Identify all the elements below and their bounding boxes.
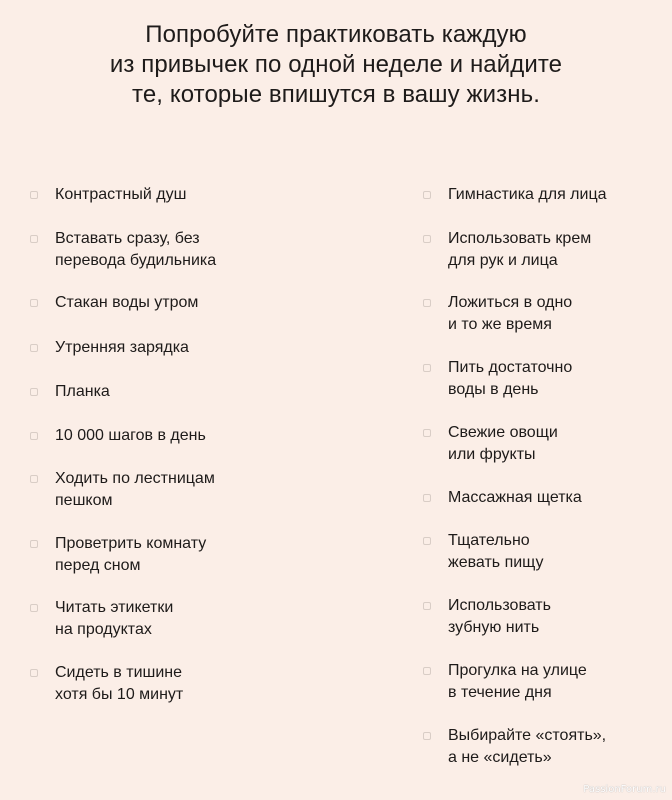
title-line: Попробуйте практиковать каждую [145,21,527,48]
checkbox-icon[interactable] [30,388,38,396]
habit-item[interactable] [423,530,544,574]
checkbox-icon[interactable] [30,344,38,352]
checkbox-icon[interactable] [423,235,431,243]
habit-item[interactable] [30,533,206,577]
habit-label: Тщательно жевать пищу [448,532,544,571]
checkbox-icon[interactable] [423,299,431,307]
habit-item[interactable] [423,228,591,272]
page-title [0,20,672,110]
checkbox-icon[interactable] [423,364,431,372]
habit-item[interactable] [30,337,189,359]
habit-label: Ложиться в одно и то же время [448,294,573,333]
checkbox-icon[interactable] [423,429,431,437]
checkbox-icon[interactable] [30,475,38,483]
checkbox-icon[interactable] [30,669,38,677]
checkbox-icon[interactable] [30,432,38,440]
habit-label: Сидеть в тишине хотя бы 10 минут [55,664,184,703]
habit-item[interactable] [423,595,551,639]
habit-item[interactable] [30,228,216,272]
habit-item[interactable] [30,468,215,512]
habit-label: Вставать сразу, без перевода будильника [55,230,217,269]
habit-item[interactable] [423,184,607,206]
habit-label: Пить достаточно воды в день [448,359,573,398]
habit-label: Прогулка на улице в течение дня [448,662,587,701]
habit-label: Свежие овощи или фрукты [448,424,558,463]
checkbox-icon[interactable] [423,732,431,740]
habit-item[interactable] [30,597,173,641]
habit-item[interactable] [423,422,558,466]
habit-label: Ходить по лестницам пешком [55,470,215,509]
habit-item[interactable] [30,292,198,314]
checkbox-icon[interactable] [30,604,38,612]
habit-label: Гимнастика для лица [448,186,607,203]
habit-item[interactable] [423,357,572,401]
habit-label: Использовать крем для рук и лица [448,230,592,269]
checkbox-icon[interactable] [423,667,431,675]
watermark: PassionForum.ru [583,784,666,795]
habit-item[interactable] [30,381,110,403]
habit-label: Контрастный душ [55,186,187,203]
habit-item[interactable] [423,725,606,769]
title-line: из привычек по одной неделе и найдите [109,51,563,78]
checkbox-icon[interactable] [30,235,38,243]
title-line: те, которые впишутся в вашу жизнь. [132,81,540,108]
habit-item[interactable] [30,425,206,447]
habit-item[interactable] [423,292,572,336]
checkbox-icon[interactable] [30,299,38,307]
habit-item[interactable] [30,662,183,706]
habit-label: Массажная щетка [448,489,582,506]
habit-label: Утренняя зарядка [55,339,189,356]
habit-label: Проветрить комнату перед сном [55,535,207,574]
habit-label: Выбирайте «стоять», а не «сидеть» [448,727,607,766]
checkbox-icon[interactable] [30,191,38,199]
habit-label: 10 000 шагов в день [55,427,206,444]
habit-item[interactable] [423,487,582,509]
habit-item[interactable] [30,184,186,206]
checkbox-icon[interactable] [30,540,38,548]
habit-label: Стакан воды утром [55,294,199,311]
habit-label: Читать этикетки на продуктах [55,599,174,638]
checkbox-icon[interactable] [423,602,431,610]
checkbox-icon[interactable] [423,537,431,545]
habit-label: Использовать зубную нить [448,597,551,636]
checkbox-icon[interactable] [423,191,431,199]
habit-item[interactable] [423,660,587,704]
checkbox-icon[interactable] [423,494,431,502]
habit-label: Планка [55,383,110,400]
